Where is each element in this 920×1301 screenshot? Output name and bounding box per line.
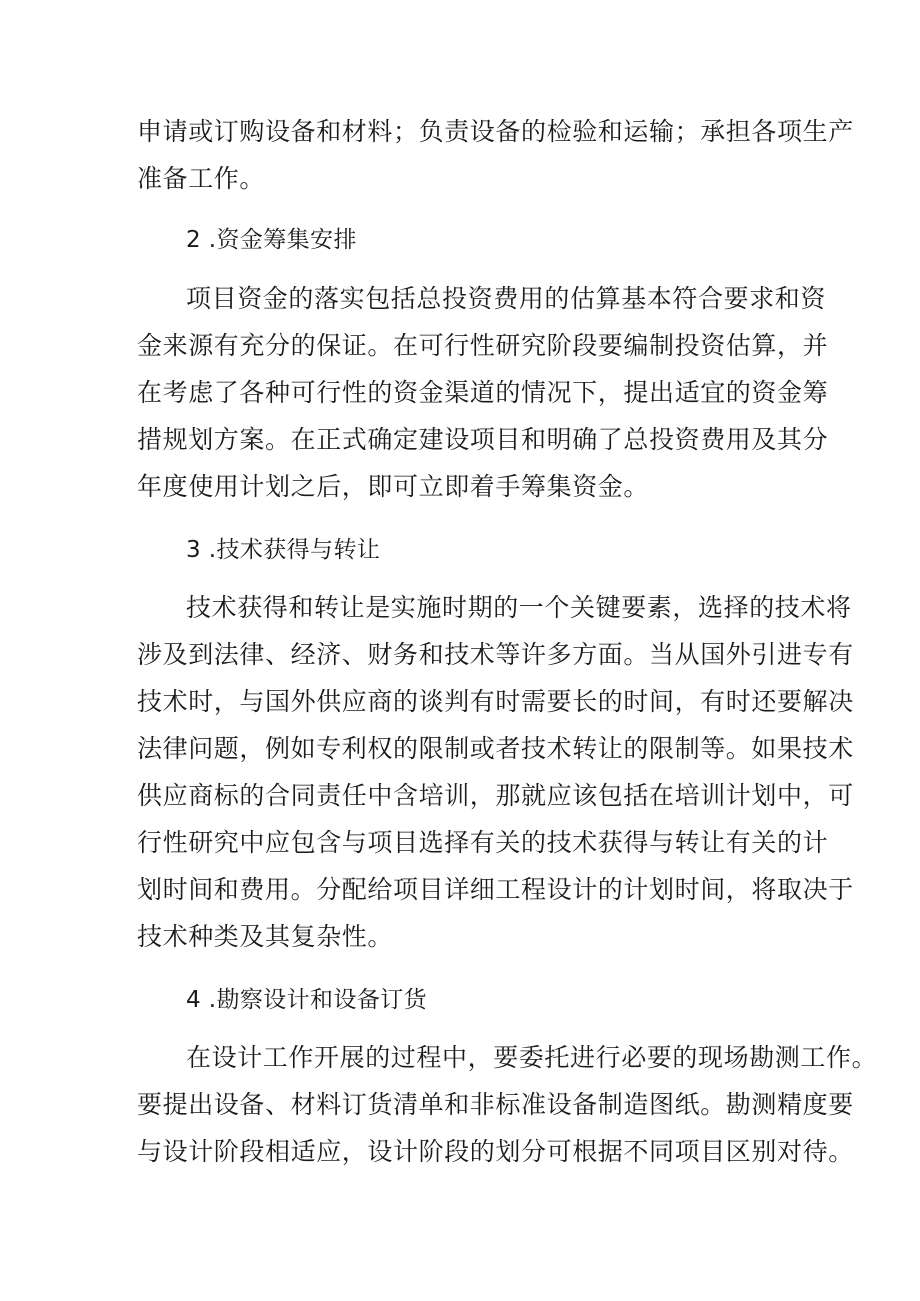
paragraph-line: 金来源有充分的保证。在可行性研究阶段要编制投资估算，并 <box>137 331 829 360</box>
section-heading-3: 3 .技术获得与转让 <box>186 537 381 563</box>
paragraph-line: 技术种类及其复杂性。 <box>137 922 394 951</box>
paragraph-line: 与设计阶段相适应，设计阶段的划分可根据不同项目区别对待。 <box>137 1137 854 1166</box>
paragraph-line: 法律问题，例如专利权的限制或者技术转让的限制等。如果技术 <box>137 734 854 763</box>
paragraph-line: 准备工作。 <box>137 164 266 193</box>
paragraph-line: 要提出设备、材料订货清单和非标准设备制造图纸。勘测精度要 <box>137 1090 854 1119</box>
paragraph-line: 项目资金的落实包括总投资费用的估算基本符合要求和资 <box>186 284 827 313</box>
paragraph-line: 措规划方案。在正式确定建设项目和明确了总投资费用及其分 <box>137 425 829 454</box>
paragraph-line: 技术时，与国外供应商的谈判有时需要长的时间，有时还要解决 <box>137 687 854 716</box>
paragraph-line: 划时间和费用。分配给项目详细工程设计的计划时间，将取决于 <box>137 875 854 904</box>
section-heading-4: 4 .勘察设计和设备订货 <box>186 987 428 1013</box>
paragraph-line: 供应商标的合同责任中含培训，那就应该包括在培训计划中，可 <box>137 781 854 810</box>
paragraph-line: 年度使用计划之后，即可立即着手筹集资金。 <box>137 472 650 501</box>
paragraph-line: 行性研究中应包含与项目选择有关的技术获得与转让有关的计 <box>137 828 829 857</box>
paragraph-line: 技术获得和转让是实施时期的一个关键要素，选择的技术将 <box>186 593 852 622</box>
section-heading-2: 2 .资金筹集安排 <box>186 227 357 253</box>
paragraph-line: 在考虑了各种可行性的资金渠道的情况下，提出适宜的资金筹 <box>137 378 829 407</box>
paragraph-line: 申请或订购设备和材料；负责设备的检验和运输；承担各项生产 <box>137 117 854 146</box>
paragraph-line: 在设计工作开展的过程中，要委托进行必要的现场勘测工作。 <box>186 1043 878 1072</box>
paragraph-line: 涉及到法律、经济、财务和技术等许多方面。当从国外引进专有 <box>137 640 854 669</box>
